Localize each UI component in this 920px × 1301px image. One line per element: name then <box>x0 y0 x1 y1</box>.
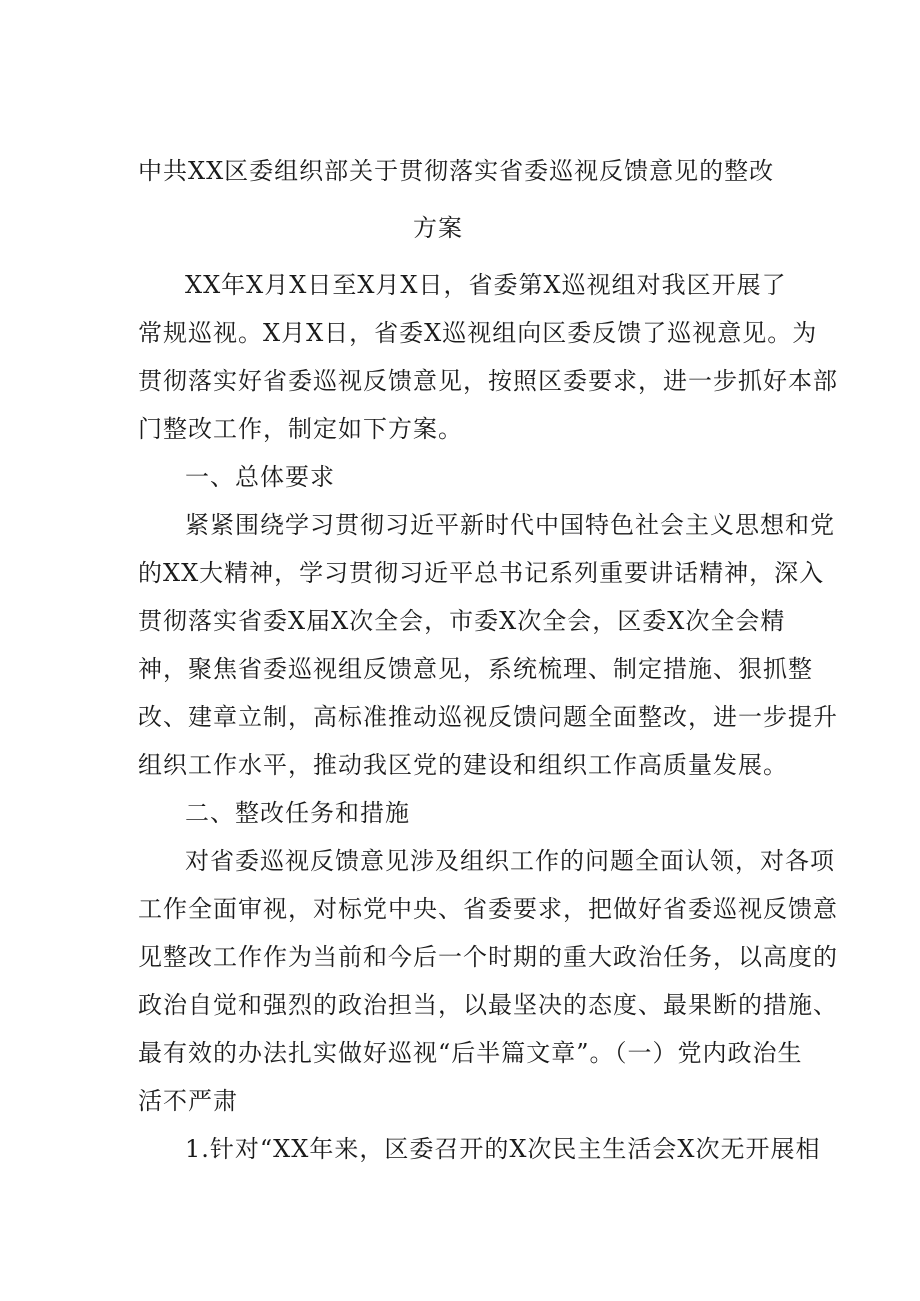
section-heading: 二、整改任务和措施 <box>185 799 410 827</box>
paragraph-line: 门整改工作，制定如下方案。 <box>138 415 463 443</box>
paragraph-line: 组织工作水平，推动我区党的建设和组织工作高质量发展。 <box>138 751 788 779</box>
paragraph-line: 政治自觉和强烈的政治担当，以最坚决的态度、最果断的措施、 <box>138 991 838 1019</box>
document-title-line-1: 中共XX区委组织部关于贯彻落实省委巡视反馈意见的整改 <box>138 157 775 185</box>
paragraph-line: 贯彻落实省委X届X次全会，市委X次全会，区委X次全会精 <box>138 607 786 635</box>
paragraph-line: 改、建章立制，高标准推动巡视反馈问题全面整改，进一步提升 <box>138 703 838 731</box>
paragraph-line: 贯彻落实好省委巡视反馈意见，按照区委要求，进一步抓好本部 <box>138 367 838 395</box>
paragraph-line: 见整改工作作为当前和今后一个时期的重大政治任务，以高度的 <box>138 943 838 971</box>
paragraph-line: 活不严肃 <box>138 1087 238 1115</box>
paragraph-line: 对省委巡视反馈意见涉及组织工作的问题全面认领，对各项 <box>185 847 835 875</box>
paragraph-line: 紧紧围绕学习贯彻习近平新时代中国特色社会主义思想和党 <box>185 511 835 539</box>
paragraph-line: 神，聚焦省委巡视组反馈意见，系统梳理、制定措施、狠抓整 <box>138 655 813 683</box>
document-title-line-2: 方案 <box>413 214 463 242</box>
paragraph-line: XX年X月X日至X月X日，省委第X巡视组对我区开展了 <box>185 271 787 299</box>
section-heading: 一、总体要求 <box>185 463 335 491</box>
paragraph-line: 的XX大精神，学习贯彻习近平总书记系列重要讲话精神，深入 <box>138 559 825 587</box>
paragraph-line: 最有效的办法扎实做好巡视“后半篇文章”。（一）党内政治生 <box>138 1039 803 1067</box>
numbered-item-line: 1.针对“XX年来，区委召开的X次民主生活会X次无开展相 <box>185 1135 821 1163</box>
paragraph-line: 常规巡视。X月X日，省委X巡视组向区委反馈了巡视意见。为 <box>138 319 818 347</box>
paragraph-line: 工作全面审视，对标党中央、省委要求，把做好省委巡视反馈意 <box>138 895 838 923</box>
